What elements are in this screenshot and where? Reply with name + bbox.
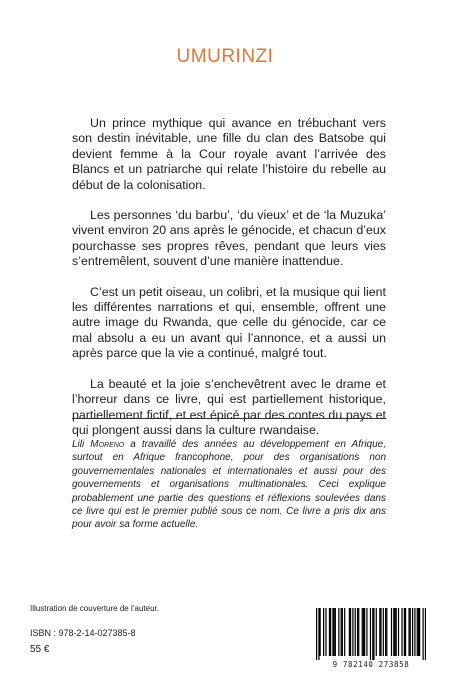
barcode-bar: [414, 608, 415, 656]
barcode-bar: [417, 608, 418, 656]
barcode-bar: [355, 608, 356, 656]
barcode-bar: [393, 608, 394, 656]
barcode-bar: [376, 608, 377, 656]
barcode-bar: [401, 608, 402, 656]
barcode-bar: [418, 608, 419, 656]
barcode-bar: [341, 608, 342, 656]
barcode-bar: [380, 608, 381, 656]
illustration-credit: Illustration de couverture de l’auteur.: [30, 604, 159, 613]
barcode-bar: [358, 608, 359, 656]
blurb-paragraph-1: Un prince mythique qui avance en trébuchant vers son destin inévitable, une fille du clan des Batsobe qui devient femme à la Cour royale avant l’arrivée des Blancs et un patriarche qui relate l’histoire du rebelle au début de la colonisation.: [72, 116, 386, 192]
barcode-bar: [404, 608, 405, 656]
barcode-bar: [419, 608, 420, 656]
barcode-bar: [425, 608, 426, 660]
barcode-bar: [370, 608, 371, 660]
barcode-bar: [320, 608, 321, 656]
barcode-bar: [352, 608, 353, 656]
barcode-bar: [357, 608, 358, 656]
divider-line: [72, 418, 386, 419]
barcode-digits: 9 782140 273858: [332, 660, 410, 669]
barcode-bar: [316, 608, 317, 660]
barcode-bar: [373, 608, 374, 660]
barcode-bar: [386, 608, 387, 656]
barcode-bar: [391, 608, 392, 656]
author-bio-text: a travaillé des années au développement en Afrique, surtout en Afrique francophone, pour des organisations non gouvernementales nationales et internationales et aussi pour des gouvernements et organisations multinationales. Ceci explique probablement une partie des questions et réflexions soulevées dans ce livre qui est le premier publié sous ce nom. Ce livre a pris dix ans pour avoir sa forme actuelle.: [72, 439, 387, 531]
barcode-bar: [335, 608, 336, 656]
barcode-bar: [372, 608, 373, 660]
barcode-bar: [342, 608, 343, 656]
barcode-bar: [338, 608, 339, 656]
barcode-bar: [329, 608, 330, 656]
author-last-name: Moreno: [90, 439, 125, 450]
barcode-bar: [383, 608, 384, 656]
barcode-bar: [398, 608, 399, 656]
book-title: UMURINZI: [176, 46, 274, 67]
barcode-bar: [334, 608, 335, 656]
barcode-bar: [396, 608, 397, 656]
barcode-bars: [316, 608, 426, 660]
barcode-bar: [344, 608, 345, 656]
isbn-text: ISBN : 978-2-14-027385-8: [30, 628, 136, 638]
back-cover-blurb: [72, 116, 386, 453]
blurb-paragraph-4: La beauté et la joie s’enchevêtrent avec le drame et l’horreur dans ce livre, qui est partiellement historique, partiellement fictif, et est épicé par des contes du pays et qui plongent aussi dans la culture rwandaise.: [72, 376, 386, 437]
barcode-bar: [350, 608, 351, 656]
blurb-paragraph-3: C’est un petit oiseau, un colibri, et la musique qui lient les différentes narrations et qui, ensemble, offrent une autre image du Rwanda, que celle du génocide, car ce mal absolu a eu un avant qui l’annonce, et a aussi un après parce que la vie a continué, malgré tout.: [72, 284, 386, 361]
barcode-bar: [330, 608, 331, 656]
barcode-bar: [410, 608, 411, 656]
barcode-bar: [349, 608, 350, 656]
barcode-bar: [379, 608, 380, 656]
author-bio: [72, 438, 386, 532]
barcode-bar: [323, 608, 324, 656]
barcode-bar: [408, 608, 409, 656]
barcode-image: [316, 608, 426, 660]
barcode-bar: [366, 608, 367, 656]
barcode-bar: [325, 608, 326, 656]
author-first-name: Lili: [72, 439, 85, 450]
barcode-bar: [332, 608, 333, 656]
barcode-bar: [364, 608, 365, 656]
barcode-bar: [318, 608, 319, 660]
barcode-bar: [362, 608, 363, 656]
barcode-bar: [412, 608, 413, 656]
barcode-bar: [394, 608, 395, 656]
barcode-bar: [363, 608, 364, 656]
barcode-bar: [422, 608, 423, 660]
barcode-bar: [385, 608, 386, 656]
blurb-paragraph-2: Les personnes ‘du barbu’, ‘du vieux’ et de ‘la Muzuka’ vivent environ 20 ans après le génocide, et chacun d’eux pourchasse ses propres rêves, pendant que leurs vies s’entremêlent, souvent d’une manière inattendue.: [72, 208, 386, 269]
barcode-bar: [405, 608, 406, 656]
price-text: 55 €: [30, 644, 50, 655]
